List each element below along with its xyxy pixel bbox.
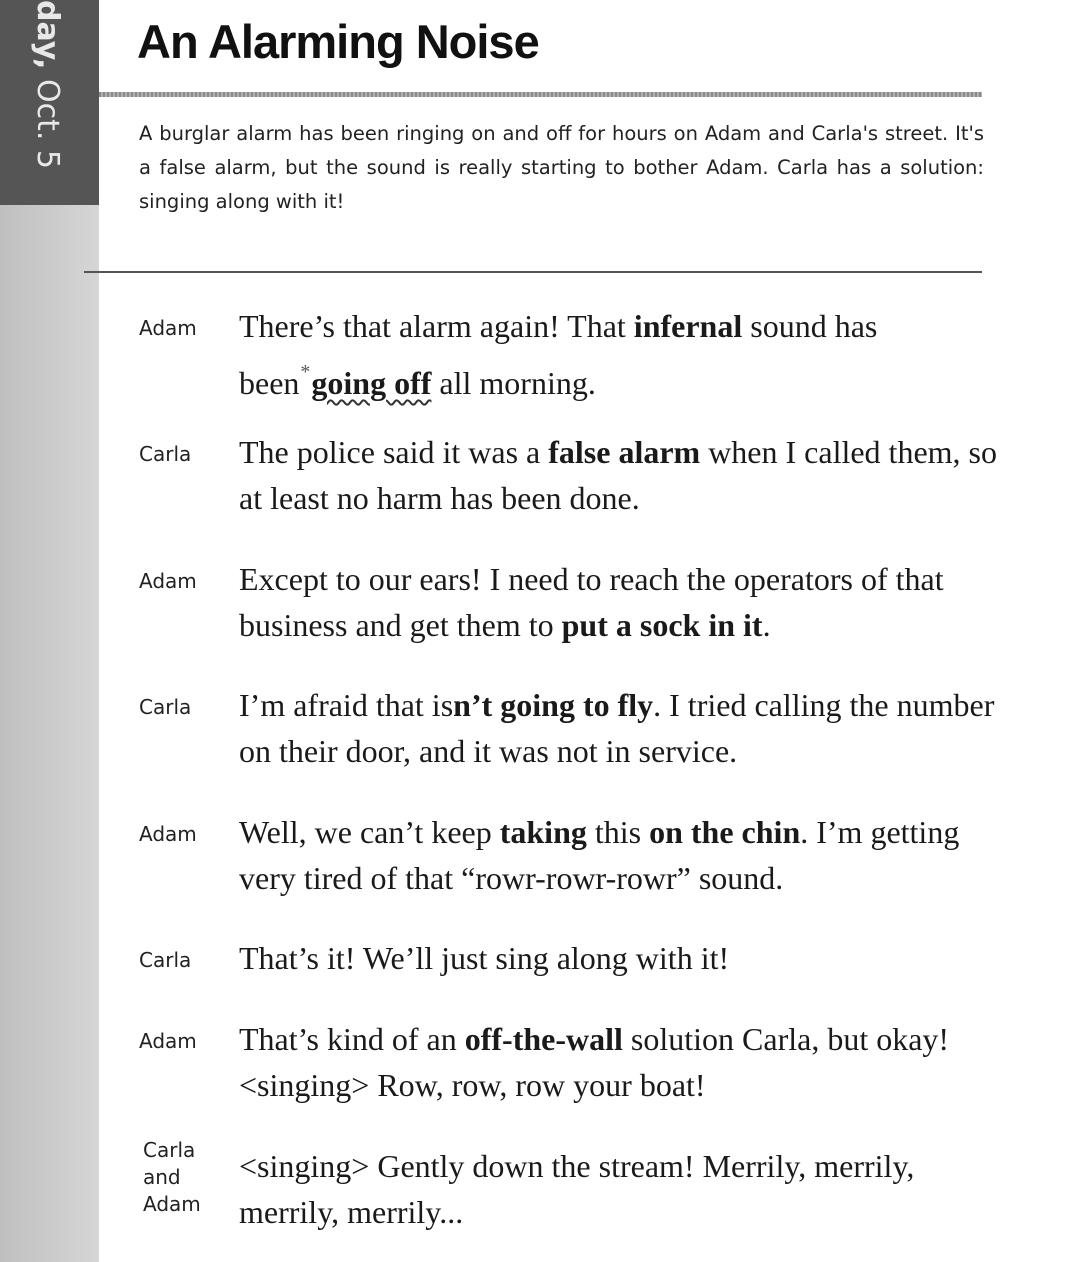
line-text: Except to our ears! I need to reach the operators of that business and get them to	[239, 561, 944, 643]
key-expression: on the chin	[649, 814, 801, 850]
intro-divider	[84, 271, 982, 273]
line-text: solution Carla, but okay! <singing> Row, row, row your boat!	[239, 1021, 950, 1103]
speaker-name: Adam	[139, 569, 197, 593]
line-text: That’s it! We’ll just sing along with it!	[239, 940, 730, 976]
line-text: There’s that alarm again! That	[239, 308, 634, 344]
dialogue-line	[239, 1016, 999, 1108]
line-text: I’m afraid that is	[239, 687, 454, 723]
intro-paragraph: A burglar alarm has been ringing on and off for hours on Adam and Carla's street. It's a false alarm, but the sound is really starting to bother Adam. Carla has a solution: singing along with it!	[139, 122, 984, 213]
line-text: Well, we can’t keep	[239, 814, 500, 850]
line-text: when I called them, so at least no harm has been done.	[239, 434, 997, 516]
speaker-name: Carla	[139, 948, 192, 972]
dialogue-line	[239, 303, 999, 406]
line-text: all morning.	[431, 365, 596, 401]
line-text: .	[762, 607, 771, 643]
speaker-name: Adam	[139, 822, 197, 846]
line-text: That’s kind of an	[239, 1021, 465, 1057]
key-expression: n’t going to fly	[453, 687, 654, 723]
line-text: . I’m getting very tired of that “rowr-rowr-rowr” sound.	[239, 814, 960, 896]
line-text: sound has been	[239, 308, 878, 401]
key-expression: infernal	[633, 308, 743, 344]
speaker-name-line: Carla	[143, 1138, 196, 1162]
speaker-name: Carla	[139, 695, 192, 719]
title-divider	[99, 92, 982, 97]
line-text: The police said it was a	[239, 434, 549, 470]
key-expression: false alarm	[548, 434, 701, 470]
dialogue-line	[239, 429, 999, 521]
line-text: . I tried calling the number on their door, and it was not in service.	[239, 687, 995, 769]
line-text: <singing> Gently down the stream! Merrily, merrily, merrily, merrily...	[239, 1148, 915, 1230]
line-text: this	[586, 814, 650, 850]
key-expression: taking	[499, 814, 587, 850]
dialogue-line	[239, 682, 999, 774]
dialogue-line	[239, 556, 999, 648]
speaker-name-line: Adam	[143, 1192, 201, 1216]
page-title: An Alarming Noise	[137, 15, 539, 68]
speaker-name: Carla	[139, 442, 192, 466]
dialogue-line	[239, 1143, 999, 1235]
dialogue-line	[239, 935, 999, 981]
speaker-name-line: and	[143, 1165, 181, 1189]
dialogue-line	[239, 809, 999, 901]
key-expression: off-the-wall	[464, 1021, 623, 1057]
footnote-star-icon: *	[300, 361, 311, 383]
key-expression: put a sock in it	[561, 607, 763, 643]
speaker-name: Adam	[139, 1029, 197, 1053]
date-tab	[0, 0, 99, 205]
date-label: day, Oct. 5	[30, 0, 65, 169]
speaker-name: Adam	[139, 316, 197, 340]
speaker-name	[143, 1137, 233, 1218]
key-expression: going off	[311, 365, 432, 401]
